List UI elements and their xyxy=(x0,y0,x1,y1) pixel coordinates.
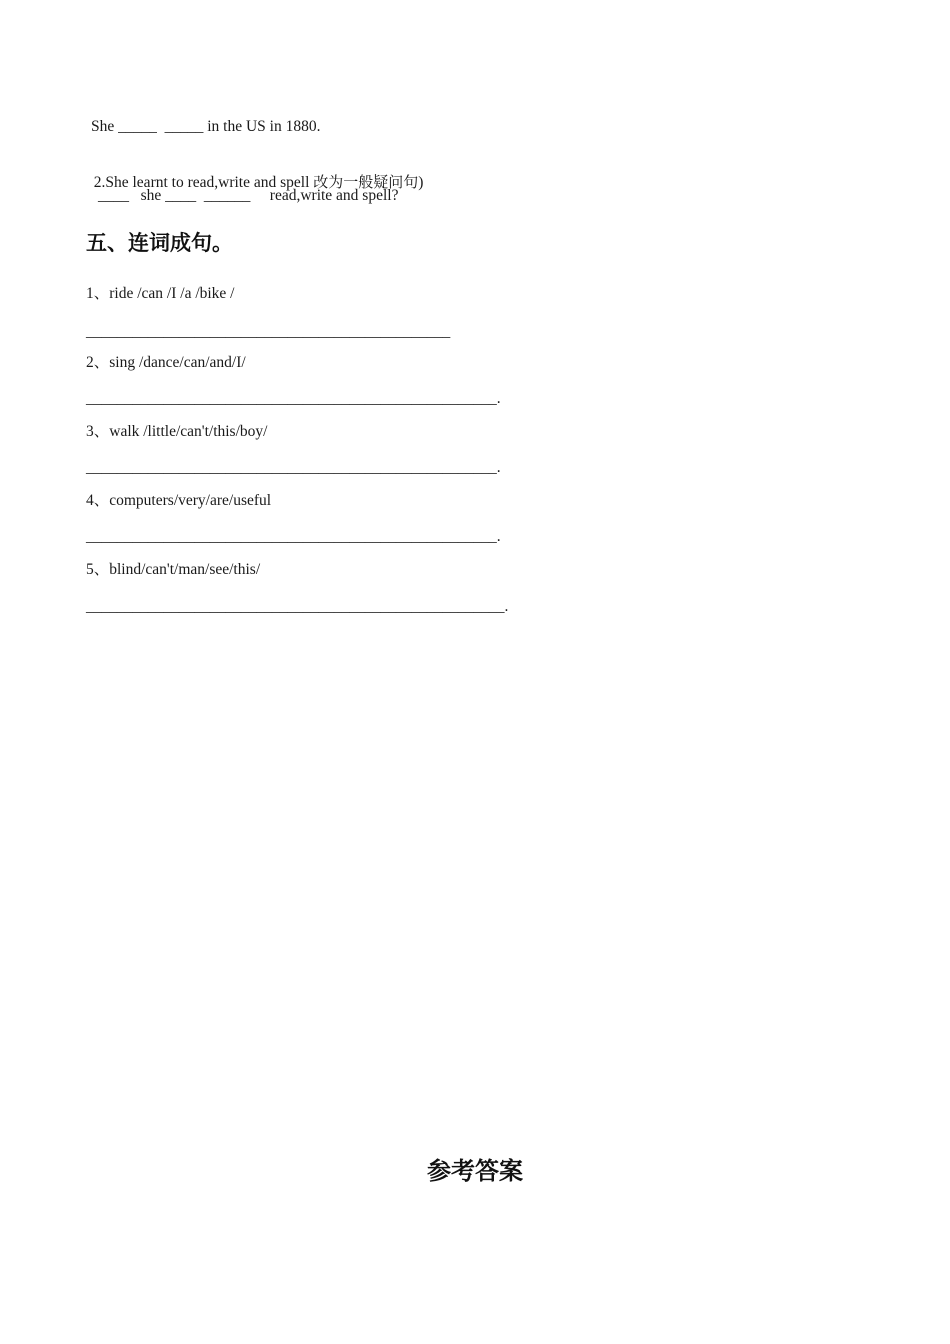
item-2-answer-line[interactable]: _____________________________________________________. xyxy=(86,390,501,407)
item-3-answer-line[interactable]: _____________________________________________________. xyxy=(86,459,501,476)
fill-in-line-3: ____ she ____ ______ read,write and spell? xyxy=(98,187,399,204)
item-5-prompt: 5、blind/can't/man/see/this/ xyxy=(86,561,261,578)
item-4-prompt: 4、computers/very/are/useful xyxy=(86,492,272,509)
item-5-answer-line[interactable]: ______________________________________________________. xyxy=(86,598,509,615)
item-4-answer-line[interactable]: _____________________________________________________. xyxy=(86,528,501,545)
question-2-close: ) xyxy=(418,174,424,191)
item-1-answer-line[interactable]: _______________________________________________ xyxy=(86,323,451,340)
item-1-prompt: 1、ride /can /I /a /bike / xyxy=(86,285,235,302)
answers-heading: 参考答案 xyxy=(427,1157,523,1185)
fill-in-line-1: She _____ _____ in the US in 1880. xyxy=(91,118,321,135)
question-2-text: 2.She learnt to read,write and spell xyxy=(93,174,314,191)
section-5-title: 五、连词成句。 xyxy=(86,231,233,255)
question-2-instruction: 改为一般疑问句 xyxy=(313,173,419,191)
item-3-prompt: 3、walk /little/can't/this/boy/ xyxy=(86,423,268,440)
item-2-prompt: 2、sing /dance/can/and/I/ xyxy=(86,354,246,371)
